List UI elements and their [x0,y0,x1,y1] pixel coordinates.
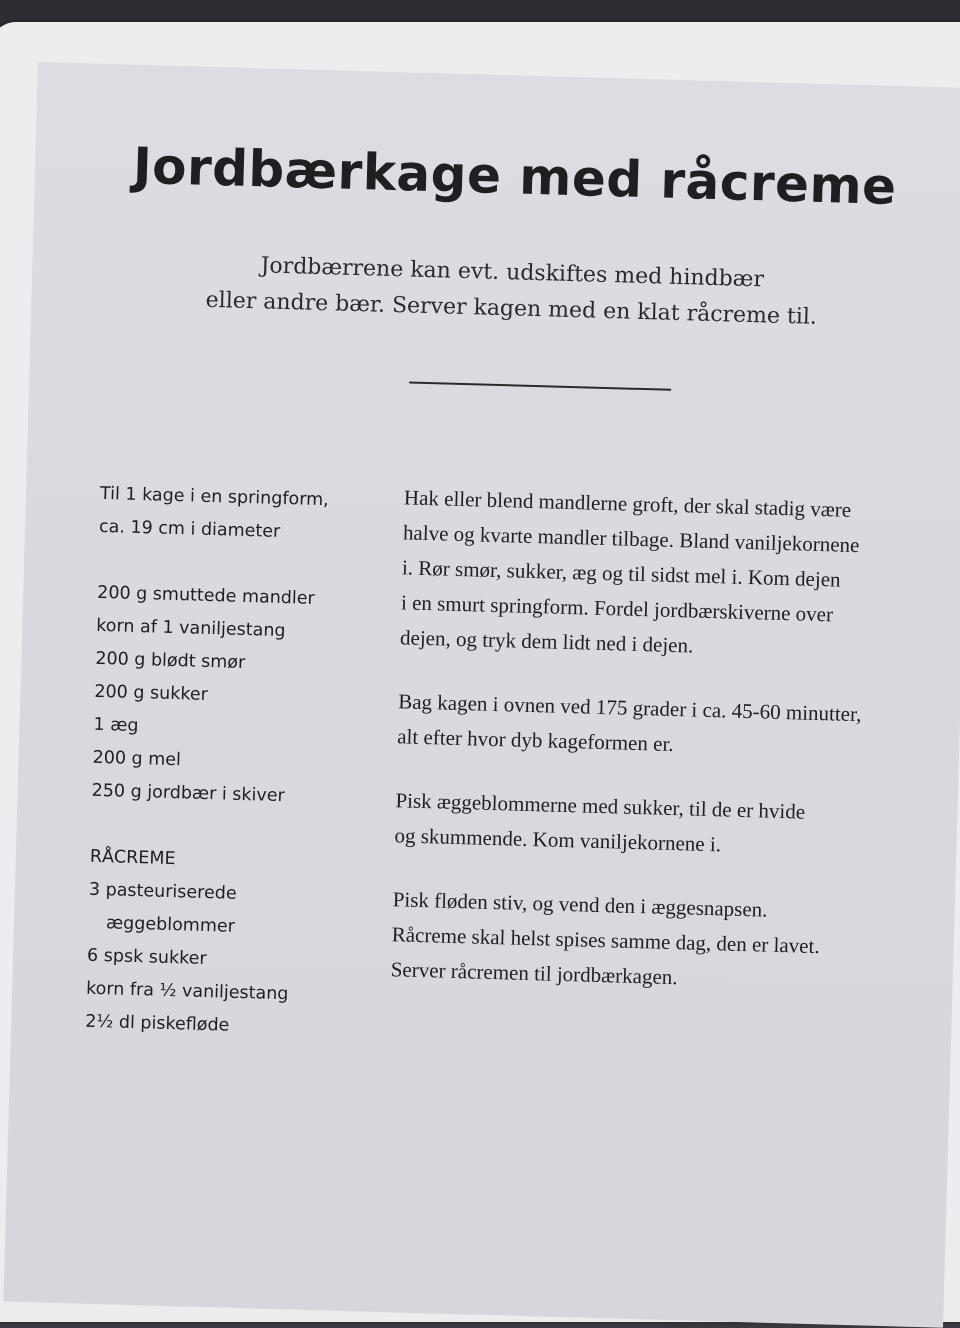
intro-line: eller andre bær. Server kagen med en klat råcreme til. [205,287,818,330]
racreme-ingredient: 3 pasteuriserede [88,879,237,904]
method-line: alt efter hvor dyb kageformen er. [396,724,674,757]
method-line: i en smurt springform. Fordel jordbærskiverne over [400,590,834,627]
ingredient-item: korn af 1 vaniljestang [95,615,286,642]
method-line: Pisk æggeblommerne med sukker, til de er hvide [395,788,806,824]
method-line: Server råcremen til jordbærkagen. [390,957,678,990]
recipe-intro [191,246,833,336]
racreme-ingredient: korn fra ½ vaniljestang [85,978,289,1005]
book-page [3,62,960,1328]
yield-line: Til 1 kage i en springform, [99,483,329,511]
method-line: dejen, og tryk dem lidt ned i dejen. [399,625,694,658]
method-line: Bag kagen i ovnen ved 175 grader i ca. 45-60 minutter, [397,689,862,727]
yield-line: ca. 19 cm i diameter [98,516,281,542]
racreme-ingredient: 2½ dl piskefløde [84,1011,230,1036]
intro-line: Jordbærrene kan evt. udskiftes med hindbær [260,253,765,293]
method-line: Hak eller blend mandlerne groft, der skal stadig være [403,485,852,522]
ingredient-item: 200 g mel [92,747,182,771]
method-line: halve og kvarte mandler tilbage. Bland vaniljekornene [402,520,860,558]
method-paragraph [397,684,959,770]
recipe-title: Jordbærkage med råcreme [132,136,898,217]
ingredient-item: 200 g blødt smør [95,648,246,674]
divider-rule [409,381,671,390]
racreme-ingredient: 6 spsk sukker [86,945,207,970]
ingredients-column [85,478,381,1047]
ingredient-item: 1 æg [93,714,139,737]
racreme-heading: RÅCREME [89,846,176,870]
method-paragraph [400,480,960,671]
ingredient-item: 250 g jordbær i skiver [91,780,285,807]
method-line: Råcreme skal helst spises samme dag, den er lavet. [391,922,820,959]
method-line: og skummende. Kom vaniljekornene i. [394,823,722,857]
method-paragraph [394,783,956,869]
method-line: Pisk fløden stiv, og vend den i æggesnapsen. [392,887,768,922]
ingredient-item: 200 g smuttede mandler [96,582,316,609]
method-column [389,480,960,1031]
method-paragraph [390,882,953,1003]
ingredient-item: 200 g sukker [94,681,209,705]
method-line: i. Rør smør, sukker, æg og til sidst mel i. Kom dejen [401,555,841,592]
racreme-ingredient: æggeblommer [105,913,236,937]
